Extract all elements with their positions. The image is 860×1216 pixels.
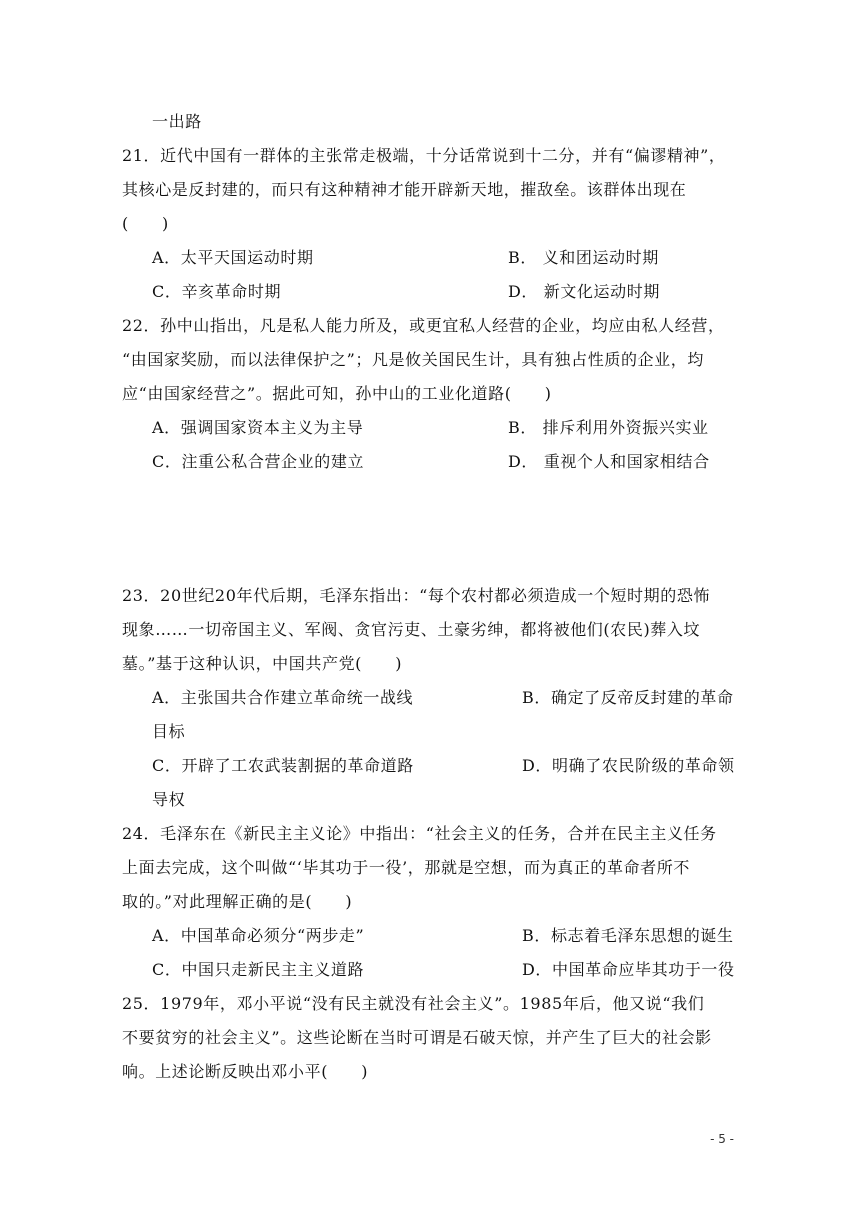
q23-option-b-continued: 目标 [152, 722, 186, 741]
q24-stem-line-1: 24．毛泽东在《新民主主义论》中指出：“社会主义的任务，合并在民主主义任务 [122, 824, 717, 843]
q24-stem-line-2: 上面去完成，这个叫做“‘毕其功于一役’，那就是空想，而为真正的革命者所不 [122, 858, 690, 877]
q21-option-a: A．太平天国运动时期 [152, 248, 314, 267]
q23-stem-line-1: 23．20世纪20年代后期，毛泽东指出：“每个农村都必须造成一个短时期的恐怖 [122, 586, 711, 605]
q22-option-a: A．强调国家资本主义为主导 [152, 418, 364, 437]
previous-question-tail: 一出路 [152, 112, 202, 131]
q24-option-d: D．中国革命应毕其功于一役 [522, 960, 735, 979]
q25-stem-line-3: 响。上述论断反映出邓小平( ) [122, 1062, 369, 1081]
q21-option-c: C．辛亥革命时期 [152, 282, 282, 301]
q25-stem-line-1: 25．1979年，邓小平说“没有民主就没有社会主义”。1985年后，他又说“我们 [122, 994, 705, 1013]
q22-stem-line-3: 应“由国家经营之”。据此可知，孙中山的工业化道路( ) [122, 384, 552, 403]
q24-option-b: B．标志着毛泽东思想的诞生 [522, 926, 734, 945]
q22-option-c: C．注重公私合营企业的建立 [152, 452, 365, 471]
q23-option-b: B．确定了反帝反封建的革命 [522, 688, 734, 707]
q24-option-a: A．中国革命必须分“两步走” [152, 926, 365, 945]
q23-option-d-continued: 导权 [152, 790, 186, 809]
q24-option-c: C．中国只走新民主主义道路 [152, 960, 365, 979]
q23-option-c: C．开辟了工农武装割据的革命道路 [152, 756, 414, 775]
q22-option-b: B． 排斥利用外资振兴实业 [508, 418, 709, 437]
q22-stem-line-1: 22．孙中山指出，凡是私人能力所及，或更宜私人经营的企业，均应由私人经营， [122, 316, 725, 335]
q21-option-b: B． 义和团运动时期 [508, 248, 659, 267]
q23-option-a: A．主张国共合作建立革命统一战线 [152, 688, 414, 707]
page-number: - 5 - [710, 1132, 734, 1146]
q22-stem-line-2: “由国家奖励，而以法律保护之”；凡是攸关国民生计，具有独占性质的企业，均 [122, 350, 704, 369]
q21-option-d: D． 新文化运动时期 [508, 282, 660, 301]
q21-stem-line-2: 其核心是反封建的，而只有这种精神才能开辟新天地，摧敌垒。该群体出现在 [122, 180, 687, 199]
q22-option-d: D． 重视个人和国家相结合 [508, 452, 710, 471]
q21-stem-line-3: ( ) [122, 214, 169, 233]
q23-stem-line-3: 墓。”基于这种认识，中国共产党( ) [122, 654, 403, 673]
q25-stem-line-2: 不要贫穷的社会主义”。这些论断在当时可谓是石破天惊，并产生了巨大的社会影 [122, 1028, 712, 1047]
q23-stem-line-2: 现象……一切帝国主义、军阀、贪官污吏、土豪劣绅，都将被他们(农民)葬入坟 [122, 620, 701, 639]
q23-option-d: D．明确了农民阶级的革命领 [522, 756, 735, 775]
q21-stem-line-1: 21．近代中国有一群体的主张常走极端，十分话常说到十二分，并有“偏谬精神”， [122, 146, 726, 165]
q24-stem-line-3: 取的。”对此理解正确的是( ) [122, 892, 353, 911]
